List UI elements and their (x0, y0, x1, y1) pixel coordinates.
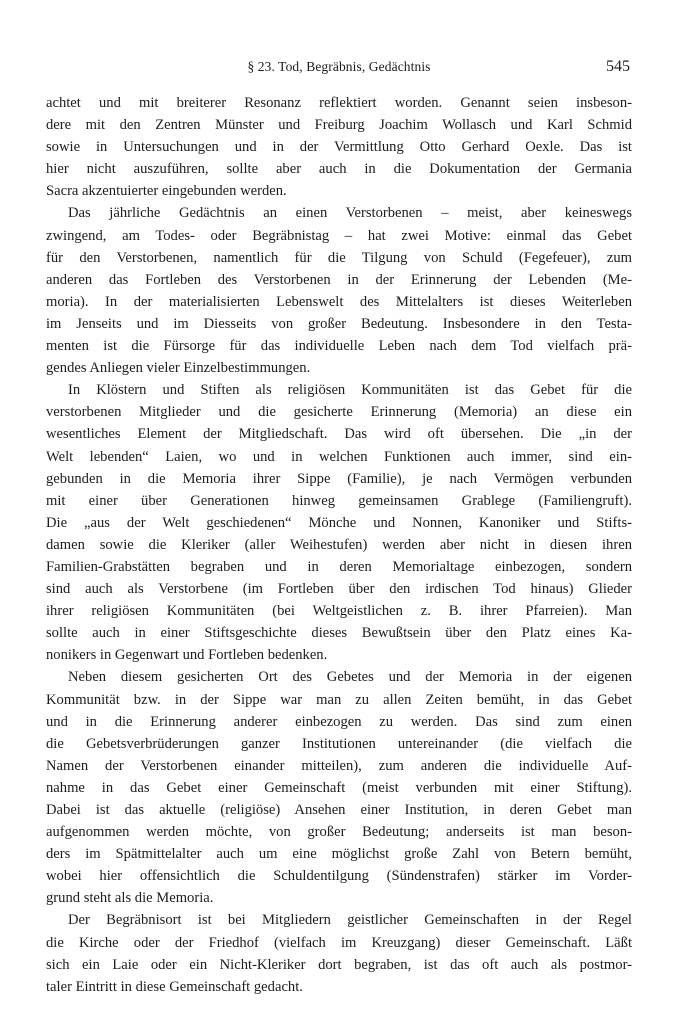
text-line: die Gebetsverbrüderungen ganzer Institutionen untereinander (die vielfach die (46, 735, 632, 752)
text-line: dere mit den Zentren Münster und Freiburg Joachim Wollasch und Karl Schmid (46, 117, 632, 134)
text-line: sowie in Untersuchungen und in der Vermittlung Otto Gerhard Oexle. Das ist (46, 139, 632, 156)
text-line: Dabei ist das aktuelle (religiöse) Ansehen einer Institution, in deren Gebet man (46, 802, 632, 818)
text-line: Welt lebenden“ Laien, wo und in welchen Funktionen auch immer, sind ein- (46, 448, 632, 465)
text-line: damen sowie die Kleriker (aller Weihestufen) werden aber nicht in diesen ihren (46, 536, 632, 553)
page-number: 545 (606, 58, 630, 75)
text-line: Namen der Verstorbenen einander mitteilen), zum anderen die individuelle Auf- (46, 757, 632, 774)
text-line: nahme in das Gebet einer Gemeinschaft (meist verbunden mit einer Stiftung). (46, 779, 632, 796)
body-text (46, 92, 632, 998)
text-line: grund steht als die Memoria. (46, 890, 214, 907)
running-title: § 23. Tod, Begräbnis, Gedächtnis (247, 59, 431, 74)
text-line: Das jährliche Gedächtnis an einen Verstorbenen – meist, aber keineswegs (68, 205, 632, 222)
text-line: ihrer religiösen Kommunitäten (bei Weltgeistlichen z. B. ihrer Pfarreien). Man (46, 603, 632, 620)
text-line: gebunden in die Memoria ihrer Sippe (Familie), je nach Vermögen verbunden (46, 470, 632, 487)
text-line: verstorbenen Mitglieder und die gesicherte Erinnerung (Memoria) an diese ein (46, 404, 632, 421)
text-line: mit einer über Generationen hinweg gemeinsamen Grablege (Familiengruft). (46, 492, 632, 509)
text-line: und in die Erinnerung anderer einbezogen zu werden. Das sind zum einen (46, 713, 632, 730)
text-line: achtet und mit breiterer Resonanz reflektiert worden. Genannt seien insbeson- (46, 95, 632, 111)
text-line: sind auch als Verstorbene (im Fortleben über den irdischen Tod hinaus) Glieder (46, 581, 632, 598)
text-line: ders im Spätmittelalter auch um eine möglichst große Zahl von Betern bemüht, (46, 846, 632, 863)
text-line: Neben diesem gesicherten Ort des Gebetes und der Memoria in der eigenen (68, 669, 632, 686)
text-line: gendes Anliegen vieler Einzelbestimmungen. (46, 360, 311, 377)
text-line: hier nicht auszuführen, sollte aber auch in die Dokumentation der Germania (46, 161, 632, 178)
text-line: In Klöstern und Stiften als religiösen Kommunitäten ist das Gebet für die (68, 382, 632, 399)
text-line: wobei hier offensichtlich die Schuldentilgung (Sündenstrafen) stärker im Vorder- (46, 868, 632, 885)
running-head (46, 56, 632, 78)
text-line: aufgenommen werden möchte, von großer Bedeutung; anderseits ist man beson- (46, 824, 632, 841)
text-line: die Kirche oder der Friedhof (vielfach im Kreuzgang) dieser Gemeinschaft. Läßt (46, 934, 632, 951)
text-line: für den Verstorbenen, namentlich für die Tilgung von Schuld (Fegefeuer), zum (46, 249, 632, 266)
text-line: menten ist die Fürsorge für das individuelle Leben nach dem Tod vielfach prä- (46, 338, 632, 355)
text-line: sollte auch in einer Stiftsgeschichte dieses Bewußtsein über den Platz eines Ka- (46, 625, 632, 642)
text-line: Sacra akzentuierter eingebunden werden. (46, 183, 287, 200)
text-line: taler Eintritt in diese Gemeinschaft gedacht. (46, 978, 303, 995)
text-line: Die „aus der Welt geschiedenen“ Mönche und Nonnen, Kanoniker und Stifts- (46, 514, 632, 531)
text-line: sich ein Laie oder ein Nicht-Kleriker dort begraben, ist das oft auch als postmor- (46, 956, 632, 973)
text-line: wesentliches Element der Mitgliedschaft. Das wird oft übersehen. Die „in der (46, 426, 632, 443)
text-line: moria). In der materialisierten Lebenswelt des Mittelalters ist dieses Weiterleben (46, 293, 632, 310)
text-line: nonikers in Gegenwart und Fortleben bedenken. (46, 647, 328, 664)
text-line: im Jenseits und im Diesseits von großer Bedeutung. Insbesondere in den Testa- (46, 315, 632, 332)
text-line: anderen das Fortleben des Verstorbenen in der Erinnerung der Lebenden (Me- (46, 271, 632, 288)
text-line: zwingend, am Todes- oder Begräbnistag – hat zwei Motive: einmal das Gebet (46, 227, 632, 244)
text-line: Familien-Grabstätten begraben und in deren Memorialtage einbezogen, sondern (46, 558, 632, 575)
text-line: Der Begräbnisort ist bei Mitgliedern geistlicher Gemeinschaften in der Regel (68, 912, 632, 929)
text-line: Kommunität bzw. in der Sippe war man zu allen Zeiten bemüht, in das Gebet (46, 691, 632, 708)
